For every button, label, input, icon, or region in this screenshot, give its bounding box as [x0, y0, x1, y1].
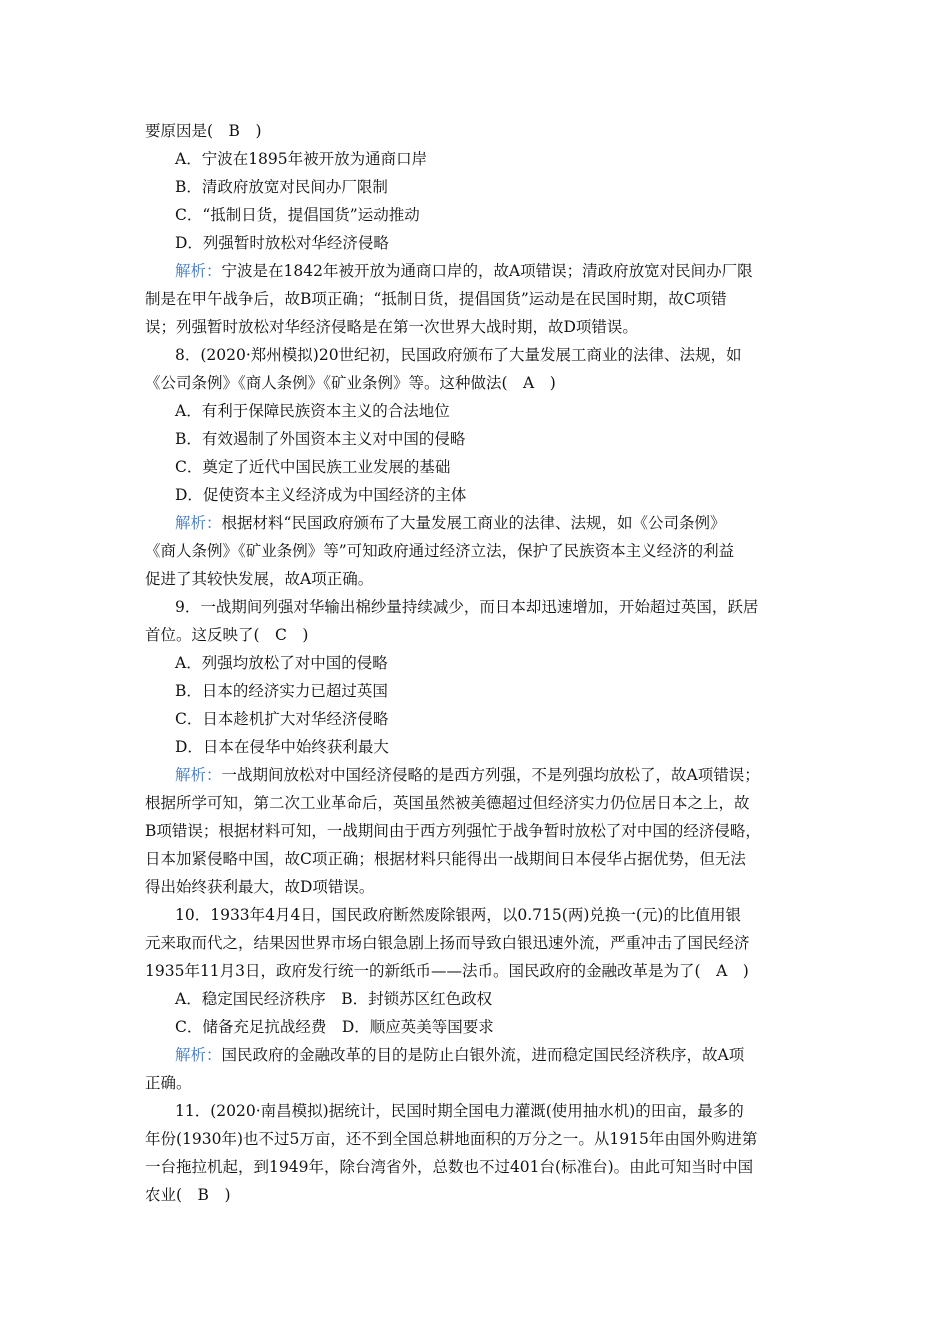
- q7-option-d: D．列强暂时放松对华经济侵略: [175, 234, 389, 252]
- q9-analysis-line: 得出始终获利最大，故D项错误。: [145, 878, 375, 896]
- q7-option-b: B．清政府放宽对民间办厂限制: [175, 178, 388, 196]
- q8-analysis-line: 《商人条例》《矿业条例》等”可知政府通过经济立法，保护了民族资本主义经济的利益: [145, 542, 735, 560]
- q11-stem: 农业( B ): [145, 1186, 231, 1204]
- q8-stem: 8．(2020·郑州模拟)20世纪初，民国政府颁布了大量发展工商业的法律、法规，如: [175, 346, 742, 364]
- q9-analysis-line: B项错误；根据材料可知，一战期间由于西方列强忙于战争暂时放松了对中国的经济侵略，: [145, 822, 761, 840]
- q11-stem: 一台拖拉机起，到1949年，除台湾省外，总数也不过401台(标准台)。由此可知当时中国: [145, 1158, 754, 1176]
- q8-option-b: B．有效遏制了外国资本主义对中国的侵略: [175, 430, 466, 448]
- analysis-label: 解析：: [175, 1046, 222, 1064]
- q8-option-c: C．奠定了近代中国民族工业发展的基础: [175, 458, 451, 476]
- q8-analysis-line: 促进了其较快发展，故A项正确。: [145, 570, 374, 588]
- q9-stem: 9．一战期间列强对华输出棉纱量持续减少，而日本却迅速增加，开始超过英国，跃居: [175, 598, 759, 616]
- q7-analysis-line: 制是在甲午战争后，故B项正确；“抵制日货，提倡国货”运动是在民国时期，故C项错: [145, 290, 727, 308]
- q7-option-a: A．宁波在1895年被开放为通商口岸: [175, 150, 428, 168]
- q11-stem: 年份(1930年)也不过5万亩，还不到全国总耕地面积的万分之一。从1915年由国外购进第: [145, 1130, 758, 1148]
- q9-analysis-line: 解析：一战期间放松对中国经济侵略的是西方列强，不是列强均放松了，故A项错误；: [175, 766, 760, 784]
- q7-analysis-line: 误；列强暂时放松对华经济侵略是在第一次世界大战时期，故D项错误。: [145, 318, 638, 336]
- analysis-label: 解析：: [175, 514, 222, 532]
- q10-analysis-line: 正确。: [145, 1074, 192, 1092]
- q10-options-row: C．储备充足抗战经费 D．顺应英美等国要求: [175, 1018, 494, 1036]
- analysis-label: 解析：: [175, 262, 222, 280]
- q10-options-row: A．稳定国民经济秩序 B．封锁苏区红色政权: [175, 990, 493, 1008]
- q10-stem: 元来取而代之，结果因世界市场白银急剧上扬而导致白银迅速外流，严重冲击了国民经济: [145, 934, 750, 952]
- q10-analysis-line: 解析：国民政府的金融改革的目的是防止白银外流，进而稳定国民经济秩序，故A项: [175, 1046, 745, 1064]
- q8-option-a: A．有利于保障民族资本主义的合法地位: [175, 402, 450, 420]
- q8-analysis-line: 解析：根据材料“民国政府颁布了大量发展工商业的法律、法规，如《公司条例》: [175, 514, 726, 532]
- q10-stem: 10．1933年4月4日，国民政府断然废除银两，以0.715(两)兑换一(元)的比值用银: [175, 906, 741, 924]
- q9-analysis-line: 日本加紧侵略中国，故C项正确；根据材料只能得出一战期间日本侵华占据优势，但无法: [145, 850, 746, 868]
- q10-stem: 1935年11月3日，政府发行统一的新纸币——法币。国民政府的金融改革是为了( A ): [145, 962, 749, 980]
- q11-stem: 11．(2020·南昌模拟)据统计，民国时期全国电力灌溉(使用抽水机)的田亩，最多的: [175, 1102, 744, 1120]
- q7-analysis-line: 解析：宁波是在1842年被开放为通商口岸的，故A项错误；清政府放宽对民间办厂限: [175, 262, 753, 280]
- q9-stem: 首位。这反映了( C ): [145, 626, 309, 644]
- q7-option-c: C．“抵制日货，提倡国货”运动推动: [175, 206, 420, 224]
- q9-option-d: D．日本在侵华中始终获利最大: [175, 738, 389, 756]
- q9-option-a: A．列强均放松了对中国的侵略: [175, 654, 388, 672]
- q8-option-d: D．促使资本主义经济成为中国经济的主体: [175, 486, 467, 504]
- q7-stem: 要原因是( B ): [145, 122, 262, 140]
- q9-option-b: B．日本的经济实力已超过英国: [175, 682, 388, 700]
- q9-option-c: C．日本趁机扩大对华经济侵略: [175, 710, 389, 728]
- q9-analysis-line: 根据所学可知，第二次工业革命后，英国虽然被美德超过但经济实力仍位居日本之上，故: [145, 794, 750, 812]
- q8-stem: 《公司条例》《商人条例》《矿业条例》等。这种做法( A ): [145, 374, 556, 392]
- analysis-label: 解析：: [175, 766, 222, 784]
